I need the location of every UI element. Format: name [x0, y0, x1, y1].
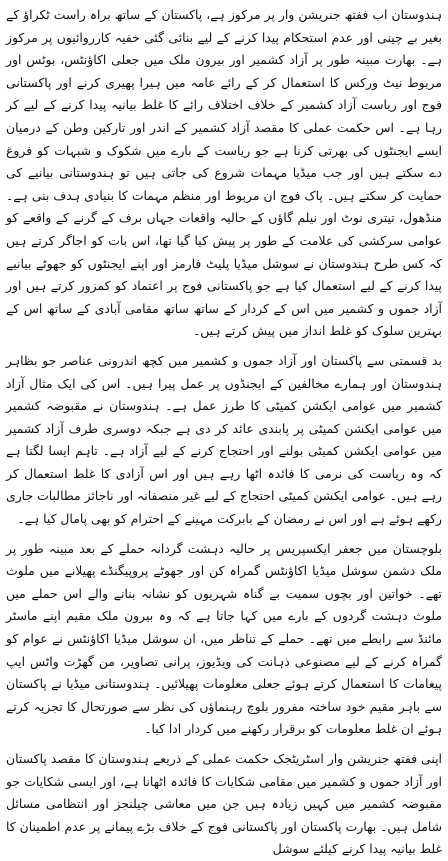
article-paragraph-2: بد قسمتی سے پاکستان اور آزاد جموں و کشمیر میں کچھ اندرونی عناصر جو بظاہر ہندوستان اور ہمارے مخالفین کے ایجنڈوں پر عمل پیرا ہیں۔ اس کی ایک مثال آزاد کشمیر میں عوامی ایکشن کمیٹی کا طرز عمل ہے۔ ہندوستان نے مقبوضہ کشمیر میں عوامی ایکشن کمیٹی پر پابندی عائد کر دی ہے جبکہ دوسری طرف آزاد کشمیر میں عوامی ایکشن کمیٹی بولنے اور احتجاج کرنے کے لیے آزاد ہے۔ تاہم ایسا لگتا ہے کہ وہ ریاست کی نرمی کا فائدہ اٹھا رہے ہیں اور اس آزادی کا غلط استعمال کر رہے ہیں۔ عوامی ایکشن کمیٹی احتجاج کے لیے غیر منصفانہ اور ناجائز مطالبات جاری رکھے ہوئے ہے اور اس نے رمضان کے بابرکت مہینے کے احترام کو بھی پامال کیا ہے۔ [6, 352, 442, 527]
article-paragraph-1: ہندوستان اب ففتھ جنریشن وار پر مرکوز ہے، پاکستان کے ساتھ براہ راست ٹکراؤ کے بغیر بے چینی اور عدم استحکام پیدا کرنے کے لیے بنائی گئی خفیہ کارروائیوں پر مرکوز ہے۔ بھارت مبینہ طور پر آزاد کشمیر اور بیرون ملک میں جعلی اکاؤنٹس، بوٹس اور مربوط نیٹ ورکس کا استعمال کر کے رائے عامہ میں ہیرا پھیری کرنے اور پاکستانی فوج اور ریاست آزاد کشمیر کے خلاف اختلاف رائے کا غلط بیانیہ پیدا کرنے کے لیے کر رہا ہے۔ اس حکمت عملی کا مقصد آزاد کشمیر کے اندر اور تارکین وطن کے درمیان ایسے ایجنٹوں کی بھرتی کرنا ہے جو ریاست کے بارے میں شکوک و شبہات کو فروغ دے سکتے ہیں اور جب میڈیا مہمات شروع کی جاتی ہیں تو ہندوستانی بیانیے کی حمایت کر سکتے ہیں۔ پاک فوج ان مربوط اور منظم مہمات کا بنیادی ہدف بنی ہے۔ منڈھول، تیتری نوٹ اور نیلم گاؤں کے حالیہ واقعات جہاں برف کے گرنے کے واقعے کو عوامی سرکشی کی علامت کے طور پر پیش کیا گیا تھا، اس بات کو اجاگر کرتے ہیں کہ کس طرح ہندوستان نے سوشل میڈیا پلیٹ فارمز اور اپنے ایجنٹوں کو جھوٹے بیانیے پیدا کرنے کے لیے استعمال کیا ہے جو پاکستانی فوج پر اعتماد کو کمزور کرتے ہیں اور آزاد جموں و کشمیر میں اس کے کردار کے ساتھ ساتھ مقامی آبادی کے ساتھ اس کے بہترین سلوک کو غلط انداز میں پیش کرتے ہیں۔ [6, 7, 442, 339]
article-paragraph-3: بلوچستان میں جعفر ایکسپریس پر حالیہ دہشت گردانہ حملے کے بعد مبینہ طور پر ملک دشمن سوشل میڈیا اکاؤنٹس گمراہ کن اور جھوٹے پروپیگنڈے پھیلانے میں ملوث تھے۔ خواتین اور بچوں سمیت بے گناہ شہریوں کو نشانہ بنانے والے اس حملے میں ملوث دہشت گردوں کے بارے میں کہا جاتا ہے کہ وہ بیرون ملک مقیم اپنے ماسٹر مائنڈ سے رابطے میں تھے۔ حملے کے تناظر میں، ان سوشل میڈیا اکاؤنٹس نے عوام کو گمراہ کرنے کے لیے مصنوعی ذہانت کی ویڈیوز، پرانی تصاویر، من گھڑت واٹس ایپ پیغامات کا استعمال کرتے ہوئے جعلی معلومات پھیلائیں۔ ہندوستانی میڈیا نے پاکستان سے باہر مقیم خود ساختہ مفرور بلوچ رہنماؤں کی نظر سے صورتحال کا تجزیہ کرتے ہوئے ان غلط معلومات کو برقرار رکھنے میں کردار ادا کیا۔ [6, 540, 442, 737]
article-paragraph-4: اپنی ففتھ جنریشن وار اسٹریٹجک حکمت عملی کے ذریعے ہندوستان کا مقصد پاکستان اور آزاد جموں و کشمیر میں مقامی شکایات کا فائدہ اٹھانا ہے، اور ایسی شکایات جو مقبوضہ کشمیر میں کہیں زیادہ ہیں جن میں معاشی چیلنجز اور انتظامی مسائل شامل ہیں۔ بھارت پاکستان اور پاکستانی فوج کے خلاف بڑے پیمانے پر عدم اطمینان کا غلط بیانیہ پیدا کرنے کیلئے سوشل [6, 751, 442, 857]
